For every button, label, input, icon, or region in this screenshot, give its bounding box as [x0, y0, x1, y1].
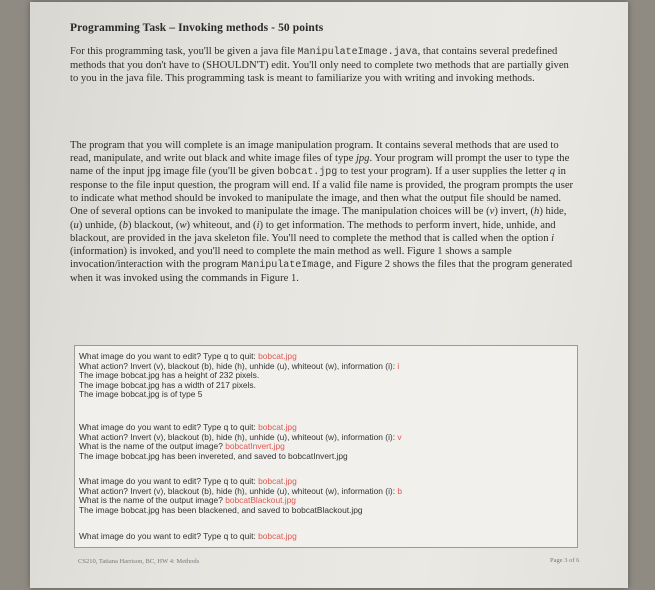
- document-page: [30, 2, 628, 588]
- console-block-3: [79, 477, 402, 515]
- emph: w: [179, 219, 187, 231]
- user-input: bobcat.jpg: [258, 531, 297, 541]
- user-input: bobcat.jpg: [258, 351, 297, 361]
- text: ) blackout, (: [127, 219, 180, 231]
- emph: h: [534, 206, 540, 218]
- prompt: What image do you want to edit? Type q to quit:: [79, 476, 259, 486]
- text: ) invert, (: [494, 206, 535, 218]
- emph: i: [551, 232, 555, 244]
- prompt: What image do you want to edit? Type q to quit:: [79, 422, 259, 432]
- emph: jpg: [355, 153, 370, 165]
- user-input: bobcat.jpg: [258, 422, 297, 432]
- filename: bobcat.jpg: [277, 167, 338, 179]
- user-input: bobcatBlackout.jpg: [225, 495, 296, 506]
- emph: v: [489, 206, 495, 218]
- emph: u: [73, 219, 79, 231]
- footer-page-number: Page 3 of 6: [550, 557, 580, 564]
- text: The program that you will complete is an image manipulation program. It contains several methods that are used to read, manipulate, and write out black and white image files of type: [70, 140, 559, 165]
- emph: b: [122, 219, 128, 231]
- page-title: Programming Task – Invoking methods - 50 points: [70, 22, 324, 34]
- text: For this programming task, you'll be given a java file: [70, 46, 298, 57]
- prompt: What action? Invert (v), blackout (b), hide (h), unhide (u), whiteout (w), information (i):: [79, 431, 398, 442]
- console-block-2: [79, 423, 402, 461]
- text: (information) is invoked, and you'll need to complete the main method as well. Figure 1 shows a sample invocation/interaction with the program: [70, 245, 512, 270]
- text: ) unhide, (: [78, 219, 123, 231]
- prompt: What is the name of the output image?: [79, 495, 226, 506]
- console-line: The image bobcat.jpg has been blackened, and saved to bobcatBlackout.jpg: [79, 504, 363, 515]
- user-input: i: [397, 360, 400, 371]
- text: ) whiteout, and (: [186, 219, 257, 231]
- prompt: What image do you want to edit? Type q to quit:: [79, 351, 259, 361]
- text: to test your program). If a user supplies the letter: [337, 166, 550, 178]
- console-block-1: [79, 352, 399, 400]
- text: , and Figure 2 shows the files that the program generated when it was invoked using the commands in Figure 1.: [70, 258, 573, 284]
- console-line: The image bobcat.jpg has been invereted, and saved to bobcatInvert.jpg: [79, 450, 348, 461]
- text: ) hide, (: [70, 206, 567, 231]
- prompt: What image do you want to edit? Type q to quit:: [79, 531, 259, 541]
- console-line: The image bobcat.jpg has a width of 217 pixels.: [79, 379, 256, 390]
- prompt: What action? Invert (v), blackout (b), hide (h), unhide (u), whiteout (w), information (i):: [79, 360, 398, 371]
- user-input: bobcat.jpg: [258, 476, 297, 486]
- emph: q: [549, 166, 555, 178]
- prompt: What is the name of the output image?: [79, 441, 226, 452]
- console-line: The image bobcat.jpg is of type 5: [79, 389, 203, 400]
- console-line: The image bobcat.jpg has a height of 232 pixels.: [79, 370, 260, 381]
- user-input: b: [397, 485, 403, 496]
- prompt: What action? Invert (v), blackout (b), hide (h), unhide (u), whiteout (w), information (i):: [79, 485, 398, 496]
- program-name: ManipulateImage: [241, 259, 332, 271]
- footer-course: CS210, Tatiana Harrison, BC, HW 4: Methods: [78, 558, 200, 565]
- text: in response to the file input question, the program will end. If a valid file name is provided, the program prompts the user to indicate what method should be invoked to manipulate the image, and then what the output file should be named. One of several options can be invoked to manipulate the image. The manipulation choices will be (: [70, 166, 574, 218]
- description-paragraph: [70, 139, 575, 285]
- emph: i: [256, 219, 260, 231]
- console-figure: [74, 345, 578, 548]
- user-input: bobcatInvert.jpg: [225, 441, 285, 452]
- text: ) to get information. The methods to perform invert, hide, unhide, and blackout, are provided in the java skeleton file. You'll need to complete the method that is called when the option: [70, 219, 556, 244]
- filename: ManipulateImage.java: [297, 47, 418, 58]
- intro-paragraph: [70, 45, 575, 85]
- console-block-4: [79, 532, 297, 542]
- text: , that contains several predefined methods that you don't have to (SHOULDN'T) edit. You'll only need to complete two methods that are partially given to you in the java file. This programming task is meant to familiarize you with writing and invoking methods.: [70, 46, 569, 85]
- text: . Your program will prompt the user to type the name of the input jpg image file (you'll be given: [70, 153, 570, 178]
- user-input: v: [397, 431, 402, 442]
- console-line: [79, 532, 297, 542]
